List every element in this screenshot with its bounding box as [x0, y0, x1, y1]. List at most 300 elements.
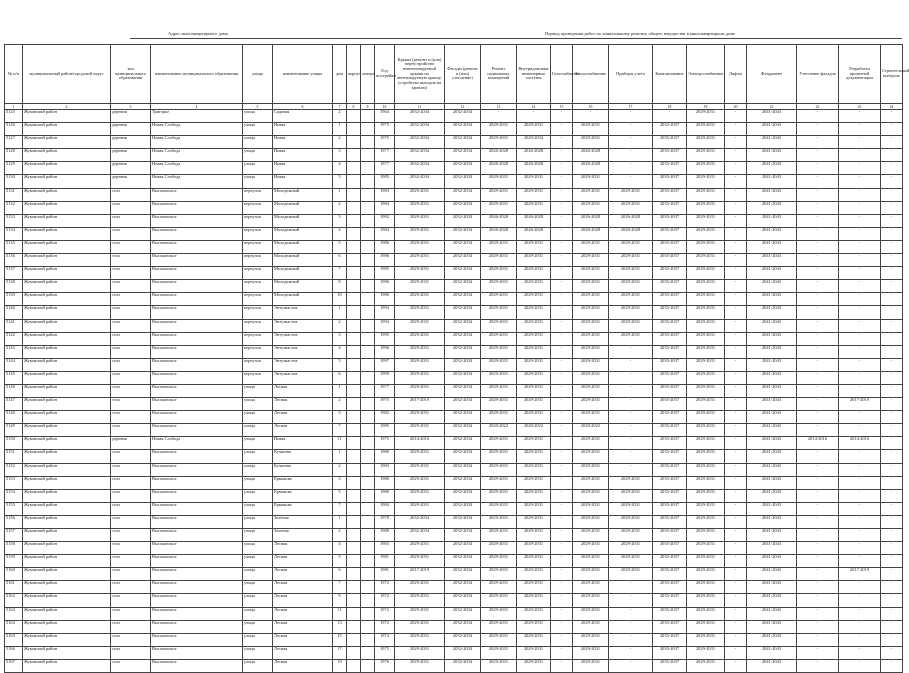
street-type-cell: улица	[243, 489, 273, 502]
facade-cell: 2032-2034	[445, 502, 481, 515]
row-number: 5126	[5, 123, 23, 136]
letter-cell	[361, 502, 375, 515]
design-cell: -	[839, 424, 881, 437]
settle-name-cell: Высоконское	[151, 293, 243, 306]
heat-cell: 2029-2031	[573, 332, 609, 345]
street-name-cell: Молодежный	[273, 188, 333, 201]
col-year: Год постройки	[375, 45, 395, 104]
control-cell: -	[881, 463, 903, 476]
inner-systems-cell: -	[517, 110, 551, 123]
facade-cell: 2032-2034	[445, 555, 481, 568]
insulate-cell: -	[797, 123, 839, 136]
letter-cell	[361, 254, 375, 267]
col-number: 7	[333, 104, 347, 110]
row-number: 5139	[5, 293, 23, 306]
roof-cell: 2029-2031	[395, 188, 445, 201]
table-row	[5, 123, 903, 136]
letter-cell	[361, 646, 375, 659]
col-number: 23	[839, 104, 881, 110]
lifts-cell: -	[725, 384, 747, 397]
street-name-cell: Новая	[273, 136, 333, 149]
sewer-cell: 2035-2037	[653, 398, 687, 411]
foundation-cell: 2041-2043	[747, 437, 797, 450]
roof-cell: 2032-2034	[395, 123, 445, 136]
street-type-cell: улица	[243, 162, 273, 175]
house-cell: 19	[333, 659, 347, 672]
design-cell: -	[839, 254, 881, 267]
inner-systems-cell: 2029-2031	[517, 594, 551, 607]
heat-cell: 2029-2031	[573, 398, 609, 411]
insulate-cell: -	[797, 371, 839, 384]
corpus-cell	[347, 280, 361, 293]
district-cell: Жуковский район	[23, 384, 111, 397]
lifts-cell: -	[725, 162, 747, 175]
year-cell: 1986	[375, 254, 395, 267]
settle-type-cell: село	[111, 411, 151, 424]
table-row	[5, 515, 903, 528]
settle-type-cell: село	[111, 633, 151, 646]
settle-name-cell: Высоконское	[151, 227, 243, 240]
sewer-cell: 2035-2037	[653, 581, 687, 594]
insulate-cell: -	[797, 188, 839, 201]
gas-cell: -	[551, 607, 573, 620]
heat-cell: 2029-2031	[573, 437, 609, 450]
district-cell: Жуковский район	[23, 136, 111, 149]
corpus-cell	[347, 515, 361, 528]
control-cell: -	[881, 384, 903, 397]
lifts-cell: -	[725, 633, 747, 646]
table-row	[5, 450, 903, 463]
roof-cell: 2029-2031	[395, 476, 445, 489]
foundation-cell: 2041-2043	[747, 227, 797, 240]
control-cell: -	[881, 424, 903, 437]
settle-name-cell: Высоконское	[151, 581, 243, 594]
house-cell: 7	[333, 502, 347, 515]
year-cell: 1984	[375, 227, 395, 240]
street-type-cell: переулок	[243, 188, 273, 201]
house-cell: 1	[333, 515, 347, 528]
foundation-cell: 2041-2043	[747, 542, 797, 555]
heat-cell: 2029-2031	[573, 515, 609, 528]
basement-cell: 2029-2031	[481, 568, 517, 581]
power-cell: 2029-2031	[687, 240, 725, 253]
insulate-cell: -	[797, 620, 839, 633]
corpus-cell	[347, 227, 361, 240]
roof-cell: 2032-2034	[395, 529, 445, 542]
row-number: 5155	[5, 502, 23, 515]
inner-systems-cell: 2029-2031	[517, 555, 551, 568]
insulate-cell: -	[797, 280, 839, 293]
insulate-cell: -	[797, 515, 839, 528]
power-cell: 2029-2031	[687, 463, 725, 476]
control-cell: -	[881, 227, 903, 240]
inner-systems-cell: 2029-2034	[517, 136, 551, 149]
basement-cell: 2026-2028	[481, 227, 517, 240]
control-cell: -	[881, 293, 903, 306]
power-cell: 2029-2031	[687, 280, 725, 293]
row-number: 5128	[5, 149, 23, 162]
row-number: 5136	[5, 254, 23, 267]
sewer-cell: 2035-2037	[653, 240, 687, 253]
col-number: 9	[361, 104, 375, 110]
foundation-cell: 2041-2043	[747, 594, 797, 607]
table-row	[5, 240, 903, 253]
year-cell: 1985	[375, 267, 395, 280]
lifts-cell: -	[725, 306, 747, 319]
lifts-cell: -	[725, 332, 747, 345]
heat-cell: 2029-2031	[573, 254, 609, 267]
control-cell: -	[881, 515, 903, 528]
lifts-cell: -	[725, 489, 747, 502]
meters-cell: 2029-2031	[609, 489, 653, 502]
settle-name-cell: Высоконское	[151, 267, 243, 280]
control-cell: -	[881, 489, 903, 502]
street-name-cell: Садовая	[273, 110, 333, 123]
basement-cell: 2029-2031	[481, 123, 517, 136]
table-row	[5, 188, 903, 201]
heat-cell: 2029-2031	[573, 607, 609, 620]
street-type-cell: улица	[243, 646, 273, 659]
district-cell: Жуковский район	[23, 293, 111, 306]
corpus-cell	[347, 659, 361, 672]
foundation-cell: 2041-2043	[747, 319, 797, 332]
control-cell: -	[881, 149, 903, 162]
letter-cell	[361, 319, 375, 332]
street-type-cell: улица	[243, 175, 273, 188]
row-number: 5156	[5, 515, 23, 528]
settle-name-cell: Высоконское	[151, 568, 243, 581]
lifts-cell: -	[725, 175, 747, 188]
sewer-cell: 2035-2037	[653, 358, 687, 371]
meters-cell: -	[609, 136, 653, 149]
settle-type-cell: село	[111, 254, 151, 267]
heat-cell: 2029-2031	[573, 280, 609, 293]
col-number: 6	[273, 104, 333, 110]
gas-cell: -	[551, 332, 573, 345]
row-number: 5157	[5, 529, 23, 542]
table-row	[5, 529, 903, 542]
facade-cell: 2032-2034	[445, 110, 481, 123]
lifts-cell: -	[725, 620, 747, 633]
power-cell: 2029-2031	[687, 411, 725, 424]
control-cell: -	[881, 175, 903, 188]
street-name-cell: Молодежный	[273, 293, 333, 306]
heat-cell: -	[573, 110, 609, 123]
settle-type-cell: деревня	[111, 437, 151, 450]
lifts-cell: -	[725, 240, 747, 253]
street-name-cell: Новая	[273, 149, 333, 162]
basement-cell: 2029-2031	[481, 555, 517, 568]
table-row	[5, 214, 903, 227]
house-cell: 3	[333, 149, 347, 162]
basement-cell: 2029-2031	[481, 306, 517, 319]
heat-cell: 2029-2031	[573, 411, 609, 424]
design-cell: -	[839, 476, 881, 489]
insulate-cell: -	[797, 568, 839, 581]
power-cell: 2029-2031	[687, 555, 725, 568]
house-cell: 3	[333, 476, 347, 489]
district-cell: Жуковский район	[23, 306, 111, 319]
settle-type-cell: село	[111, 568, 151, 581]
street-name-cell: Ермакова	[273, 489, 333, 502]
settle-name-cell: Высоконское	[151, 476, 243, 489]
district-cell: Жуковский район	[23, 594, 111, 607]
power-cell: 2029-2031	[687, 659, 725, 672]
district-cell: Жуковский район	[23, 227, 111, 240]
gas-cell: -	[551, 306, 573, 319]
settle-name-cell: Новая Слобода	[151, 437, 243, 450]
sewer-cell: 2035-2037	[653, 411, 687, 424]
lifts-cell: -	[725, 581, 747, 594]
settle-type-cell: село	[111, 646, 151, 659]
power-cell: 2029-2031	[687, 175, 725, 188]
settle-type-cell: село	[111, 332, 151, 345]
foundation-cell: 2041-2043	[747, 659, 797, 672]
corpus-cell	[347, 162, 361, 175]
table-row	[5, 110, 903, 123]
table-row	[5, 371, 903, 384]
corpus-cell	[347, 411, 361, 424]
table-row	[5, 411, 903, 424]
design-cell: 2017-2019	[839, 398, 881, 411]
sewer-cell: 2035-2037	[653, 214, 687, 227]
lifts-cell: -	[725, 568, 747, 581]
facade-cell: 2032-2034	[445, 646, 481, 659]
power-cell: 2029-2031	[687, 594, 725, 607]
house-cell: 5	[333, 555, 347, 568]
col-number: 21	[747, 104, 797, 110]
basement-cell: 2029-2031	[481, 581, 517, 594]
street-type-cell: переулок	[243, 306, 273, 319]
foundation-cell: 2041-2043	[747, 398, 797, 411]
year-cell: 1975	[375, 646, 395, 659]
period-group-rule	[378, 38, 902, 39]
corpus-cell	[347, 254, 361, 267]
year-cell: 1972	[375, 581, 395, 594]
corpus-cell	[347, 594, 361, 607]
control-cell: -	[881, 371, 903, 384]
row-number: 5150	[5, 437, 23, 450]
heat-cell: 2029-2031	[573, 240, 609, 253]
power-cell: 2029-2031	[687, 515, 725, 528]
inner-systems-cell: 2029-2031	[517, 437, 551, 450]
district-cell: Жуковский район	[23, 515, 111, 528]
street-name-cell: Лесная	[273, 581, 333, 594]
gas-cell: -	[551, 227, 573, 240]
meters-cell: -	[609, 358, 653, 371]
settle-name-cell: Высоконское	[151, 332, 243, 345]
roof-cell: 2029-2031	[395, 411, 445, 424]
year-cell: 1995	[375, 332, 395, 345]
meters-cell: -	[609, 659, 653, 672]
settle-name-cell: Высоконское	[151, 240, 243, 253]
col-number: 3	[111, 104, 151, 110]
district-cell: Жуковский район	[23, 214, 111, 227]
year-cell: 1972	[375, 620, 395, 633]
street-type-cell: переулок	[243, 293, 273, 306]
roof-cell: 2029-2031	[395, 254, 445, 267]
heat-cell: 2029-2031	[573, 188, 609, 201]
control-cell: -	[881, 581, 903, 594]
house-cell: 4	[333, 542, 347, 555]
power-cell: 2029-2031	[687, 123, 725, 136]
basement-cell: 2029-2031	[481, 476, 517, 489]
sewer-cell: 2035-2037	[653, 424, 687, 437]
power-cell: 2029-2031	[687, 136, 725, 149]
corpus-cell	[347, 437, 361, 450]
inner-systems-cell: 2029-2031	[517, 502, 551, 515]
district-cell: Жуковский район	[23, 581, 111, 594]
design-cell: -	[839, 620, 881, 633]
gas-cell: -	[551, 188, 573, 201]
row-number: 5143	[5, 345, 23, 358]
basement-cell: 2029-2031	[481, 489, 517, 502]
corpus-cell	[347, 489, 361, 502]
foundation-cell: 2041-2043	[747, 371, 797, 384]
inner-systems-cell: 2029-2031	[517, 411, 551, 424]
sewer-cell: 2035-2037	[653, 384, 687, 397]
table-row	[5, 227, 903, 240]
row-number: 5166	[5, 646, 23, 659]
heat-cell: 2029-2031	[573, 123, 609, 136]
table-row	[5, 136, 903, 149]
district-cell: Жуковский район	[23, 620, 111, 633]
inner-systems-cell: 2029-2031	[517, 489, 551, 502]
control-cell: -	[881, 568, 903, 581]
street-type-cell: улица	[243, 659, 273, 672]
year-cell: 1981	[375, 555, 395, 568]
foundation-cell: 2041-2043	[747, 280, 797, 293]
row-number: 5141	[5, 319, 23, 332]
row-number: 5137	[5, 267, 23, 280]
col-number: 19	[687, 104, 725, 110]
roof-cell: 2017-2019	[395, 398, 445, 411]
row-number: 5160	[5, 568, 23, 581]
facade-cell: 2032-2034	[445, 280, 481, 293]
sewer-cell: 2035-2037	[653, 463, 687, 476]
heat-cell: 2029-2031	[573, 476, 609, 489]
facade-cell: 2032-2034	[445, 358, 481, 371]
street-type-cell: улица	[243, 398, 273, 411]
table-row	[5, 463, 903, 476]
sewer-cell: 2035-2037	[653, 162, 687, 175]
basement-cell: 2029-2031	[481, 411, 517, 424]
corpus-cell	[347, 633, 361, 646]
settle-name-cell: Высоконское	[151, 411, 243, 424]
heat-cell: 2029-2031	[573, 293, 609, 306]
design-cell: -	[839, 371, 881, 384]
letter-cell	[361, 306, 375, 319]
district-cell: Жуковский район	[23, 254, 111, 267]
inner-systems-cell: 2029-2031	[517, 201, 551, 214]
settle-type-cell: село	[111, 476, 151, 489]
gas-cell: -	[551, 175, 573, 188]
design-cell: -	[839, 529, 881, 542]
power-cell: 2029-2031	[687, 149, 725, 162]
basement-cell: 2029-2031	[481, 542, 517, 555]
table-row	[5, 306, 903, 319]
settle-type-cell: село	[111, 502, 151, 515]
heat-cell: 2020-2022	[573, 424, 609, 437]
insulate-cell: -	[797, 175, 839, 188]
street-name-cell: Молодежный	[273, 227, 333, 240]
insulate-cell: -	[797, 306, 839, 319]
col-number: 2	[23, 104, 111, 110]
street-name-cell: Зеленая	[273, 529, 333, 542]
insulate-cell: -	[797, 136, 839, 149]
design-cell: -	[839, 555, 881, 568]
heat-cell: 2029-2031	[573, 267, 609, 280]
power-cell: 2029-2031	[687, 162, 725, 175]
district-cell: Жуковский район	[23, 123, 111, 136]
inner-systems-cell: 2029-2031	[517, 607, 551, 620]
row-number: 5152	[5, 463, 23, 476]
basement-cell: 2029-2031	[481, 398, 517, 411]
house-cell: 1	[333, 188, 347, 201]
district-cell: Жуковский район	[23, 267, 111, 280]
inner-systems-cell: 2029-2031	[517, 358, 551, 371]
lifts-cell: -	[725, 293, 747, 306]
control-cell: -	[881, 502, 903, 515]
heat-cell: 2029-2031	[573, 306, 609, 319]
col-power: Электроснабжение	[687, 45, 725, 104]
house-cell: 13	[333, 620, 347, 633]
insulate-cell: -	[797, 384, 839, 397]
gas-cell: -	[551, 123, 573, 136]
basement-cell: 2029-2031	[481, 437, 517, 450]
inner-systems-cell: 2029-2031	[517, 306, 551, 319]
roof-cell: 2032-2034	[395, 136, 445, 149]
house-cell: 3	[333, 411, 347, 424]
sewer-cell: 2035-2037	[653, 371, 687, 384]
street-type-cell: улица	[243, 149, 273, 162]
design-cell: -	[839, 659, 881, 672]
letter-cell	[361, 332, 375, 345]
table-row	[5, 437, 903, 450]
corpus-cell	[347, 476, 361, 489]
row-number: 5135	[5, 240, 23, 253]
facade-cell: 2032-2034	[445, 463, 481, 476]
street-type-cell: переулок	[243, 358, 273, 371]
house-cell: 15	[333, 633, 347, 646]
meters-cell: 2029-2031	[609, 306, 653, 319]
power-cell: 2029-2031	[687, 254, 725, 267]
sewer-cell: -	[653, 110, 687, 123]
insulate-cell: -	[797, 162, 839, 175]
roof-cell: 2029-2031	[395, 319, 445, 332]
house-cell: 10	[333, 293, 347, 306]
settle-name-cell: Новая Слобода	[151, 123, 243, 136]
settle-name-cell: Высоконское	[151, 398, 243, 411]
settle-type-cell: село	[111, 214, 151, 227]
row-number: 5127	[5, 136, 23, 149]
year-cell: 1985	[375, 175, 395, 188]
letter-cell	[361, 162, 375, 175]
year-cell: 1984	[375, 201, 395, 214]
meters-cell: -	[609, 149, 653, 162]
street-name-cell: Лесная	[273, 659, 333, 672]
design-cell: -	[839, 240, 881, 253]
row-number: 5142	[5, 332, 23, 345]
year-cell: 1996	[375, 345, 395, 358]
foundation-cell: 2041-2043	[747, 476, 797, 489]
design-cell: 2014-2016	[839, 437, 881, 450]
lifts-cell: -	[725, 254, 747, 267]
gas-cell: -	[551, 450, 573, 463]
design-cell: 2017-2019	[839, 568, 881, 581]
insulate-cell: -	[797, 201, 839, 214]
col-number: 22	[797, 104, 839, 110]
